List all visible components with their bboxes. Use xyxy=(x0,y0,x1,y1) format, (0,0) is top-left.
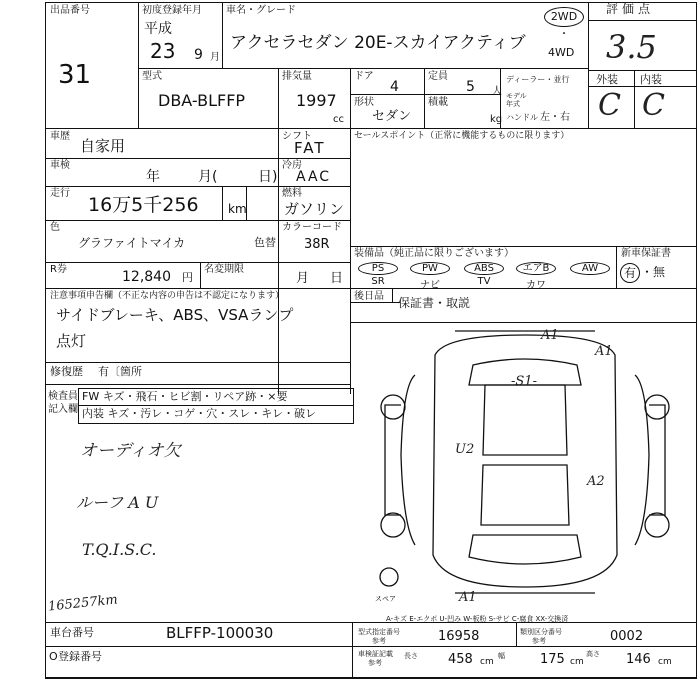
fuel-value: ガソリン xyxy=(284,200,345,218)
name-change-label: 名変期限 xyxy=(204,264,244,275)
warranty-no: ・無 xyxy=(641,265,666,279)
fuel-label: 燃料 xyxy=(282,188,302,199)
designation-label: 型式指定番号 xyxy=(358,628,400,636)
equip-ps: PS xyxy=(358,262,398,275)
mileage-label: 走行 xyxy=(50,188,70,199)
notice-label: 注意事項申告欄（不正な内容の申告は不認定になります） xyxy=(50,291,285,301)
inspection-label: 車検 xyxy=(50,160,70,171)
load-label: 積載 xyxy=(428,97,448,108)
designation-value: 16958 xyxy=(438,629,480,644)
score-value: 3.5 xyxy=(606,28,657,66)
equip-airbag: エアB xyxy=(516,262,556,275)
equip-aw: AW xyxy=(570,262,610,275)
displacement-label: 排気量 xyxy=(282,71,312,82)
registration-month-unit: 月 xyxy=(210,52,220,63)
notice-line1: サイドブレーキ、ABS、VSAランプ xyxy=(56,306,294,324)
doors-label: ドア xyxy=(354,71,374,82)
width-label: 幅 xyxy=(498,652,505,660)
handwritten-note-1: オーディオ欠 xyxy=(80,441,181,461)
score-label: 評価点 xyxy=(606,2,655,16)
capacity-label: 定員 xyxy=(428,71,448,82)
name-change-month: 月 xyxy=(296,271,310,286)
category-sub: 参考 xyxy=(532,637,546,645)
handle-value: 左・右 xyxy=(540,112,570,123)
drive-dot: ・ xyxy=(559,29,569,40)
accessory-value: 保証書・取説 xyxy=(398,296,471,310)
width-value: 175 xyxy=(540,652,565,667)
model-value: DBA-BLFFP xyxy=(158,91,246,110)
equip-tv: TV xyxy=(477,276,491,287)
score-exterior-label: 外装 xyxy=(596,73,618,86)
capacity-unit: 人 xyxy=(492,86,502,97)
repair-label: 修復歴 xyxy=(50,365,83,378)
model-year-label: モデル 年式 xyxy=(506,92,527,108)
score-exterior: C xyxy=(598,88,621,123)
recycle-label: R券 xyxy=(50,264,67,275)
equip-leather: カワ xyxy=(526,280,546,291)
shift-value: FAT xyxy=(294,139,326,157)
lot-label: 出品番号 xyxy=(50,5,90,16)
damage-mark-rear: A1 xyxy=(459,590,477,605)
dimensions-sub: 参考 xyxy=(368,659,382,667)
color-code-label: カラーコード xyxy=(282,222,342,233)
inspection-month: 月( xyxy=(198,169,218,185)
category-value: 0002 xyxy=(610,629,644,644)
reg-no-label: 登録番号 xyxy=(58,650,102,663)
inspector-label-1: 検査員 xyxy=(48,391,78,402)
shift-label: シフト xyxy=(282,131,312,142)
length-value: 458 xyxy=(448,652,473,667)
recycle-value: 12,840 xyxy=(122,269,171,285)
sales-point-label: セールスポイント（正常に機能するものに限ります） xyxy=(354,131,570,141)
color-label: 色 xyxy=(50,222,60,233)
capacity-value: 5 xyxy=(466,79,475,95)
designation-sub: 参考 xyxy=(372,637,386,645)
doors-value: 4 xyxy=(390,79,399,95)
equip-navi: ナビ xyxy=(420,280,440,291)
aircon-value: AAC xyxy=(296,169,332,185)
inspection-day: 日) xyxy=(258,169,278,185)
registration-label: 初度登録年月 xyxy=(142,5,202,16)
height-label: 高さ xyxy=(586,650,600,658)
history-label: 車歴 xyxy=(50,131,70,142)
damage-mark-right-door: A2 xyxy=(587,474,605,489)
warranty-yes: 有 xyxy=(620,263,640,283)
repair-value: 有〔箇所 xyxy=(98,365,142,378)
inspection-year: 年 xyxy=(146,169,160,185)
aircon-label: 冷房 xyxy=(282,160,302,171)
damage-legend: A-キズ E-エクボ U-凹み W-板粉 S-サビ C-腐食 XX-交換済 xyxy=(386,615,569,623)
height-value: 146 xyxy=(626,652,651,667)
chassis-label: 車台番号 xyxy=(50,626,94,639)
handwritten-mileage: 165257km xyxy=(47,592,119,615)
body-shape-label: 形状 xyxy=(354,97,374,108)
width-unit: cm xyxy=(570,657,584,667)
displacement-unit: cc xyxy=(333,114,344,125)
lot-number: 31 xyxy=(58,60,92,90)
inspector-row-1: FW キズ・飛石・ヒビ割・リペア跡・×要 xyxy=(82,390,288,403)
registration-year: 23 xyxy=(150,39,176,63)
score-interior-label: 内装 xyxy=(640,73,662,86)
color-code-value: 38R xyxy=(304,237,330,252)
notice-line2: 点灯 xyxy=(56,332,87,350)
registration-month: 9 xyxy=(194,47,203,63)
chassis-value: BLFFP-100030 xyxy=(166,624,274,642)
length-label: 長さ xyxy=(404,652,418,660)
warranty-label: 新車保証書 xyxy=(621,248,671,259)
equipment-label: 装備品（純正品に限りございます） xyxy=(354,248,514,259)
dimensions-label: 車検証記載 xyxy=(358,650,393,658)
color-change-label: 色替 xyxy=(254,236,276,249)
registration-era: 平成 xyxy=(144,21,172,37)
category-label: 類別区分番号 xyxy=(520,628,562,636)
dealer-label: ディーラー・並行 xyxy=(506,75,570,84)
equip-pw: PW xyxy=(410,262,450,275)
mileage-value: 16万5千256 xyxy=(88,194,199,216)
equip-sr: SR xyxy=(371,276,385,287)
accessory-label: 後日品 xyxy=(354,291,384,302)
score-interior: C xyxy=(642,88,665,123)
car-name-value: アクセラセダン 20E-スカイアクティブ xyxy=(230,33,526,53)
drive-2wd: 2WD xyxy=(544,7,584,27)
inspector-label-2: 記入欄 xyxy=(48,404,78,415)
spare-label: スペア xyxy=(375,595,396,603)
color-value: グラファイトマイカ xyxy=(78,236,186,250)
car-diagram xyxy=(355,325,695,615)
history-value: 自家用 xyxy=(80,137,126,155)
length-unit: cm xyxy=(480,657,494,667)
model-label: 型式 xyxy=(142,71,162,82)
damage-mark-hood: -S1- xyxy=(511,374,537,389)
handle-label: ハンドル xyxy=(506,113,538,122)
recycle-unit: 円 xyxy=(182,271,193,284)
reg-no-prefix: O xyxy=(49,650,58,663)
load-unit: kg xyxy=(490,114,503,125)
drive-4wd: 4WD xyxy=(548,46,575,59)
damage-mark-front-left: A1 xyxy=(541,328,559,343)
displacement-value: 1997 xyxy=(296,91,337,110)
inspector-row-2: 内装 キズ・汚レ・コゲ・穴・スレ・キレ・破レ xyxy=(82,407,317,420)
height-unit: cm xyxy=(658,657,672,667)
mileage-unit: km xyxy=(228,202,247,216)
car-name-label: 車名・グレード xyxy=(226,5,296,16)
damage-mark-front-right: A1 xyxy=(595,344,613,359)
handwritten-note-3: T.Q.I.S.C. xyxy=(82,540,157,559)
equip-abs: ABS xyxy=(464,262,504,275)
damage-mark-roof: U2 xyxy=(455,442,475,457)
name-change-day: 日 xyxy=(330,271,344,286)
handwritten-note-2: ルーフ A U xyxy=(76,493,159,512)
body-shape-value: セダン xyxy=(372,109,412,124)
